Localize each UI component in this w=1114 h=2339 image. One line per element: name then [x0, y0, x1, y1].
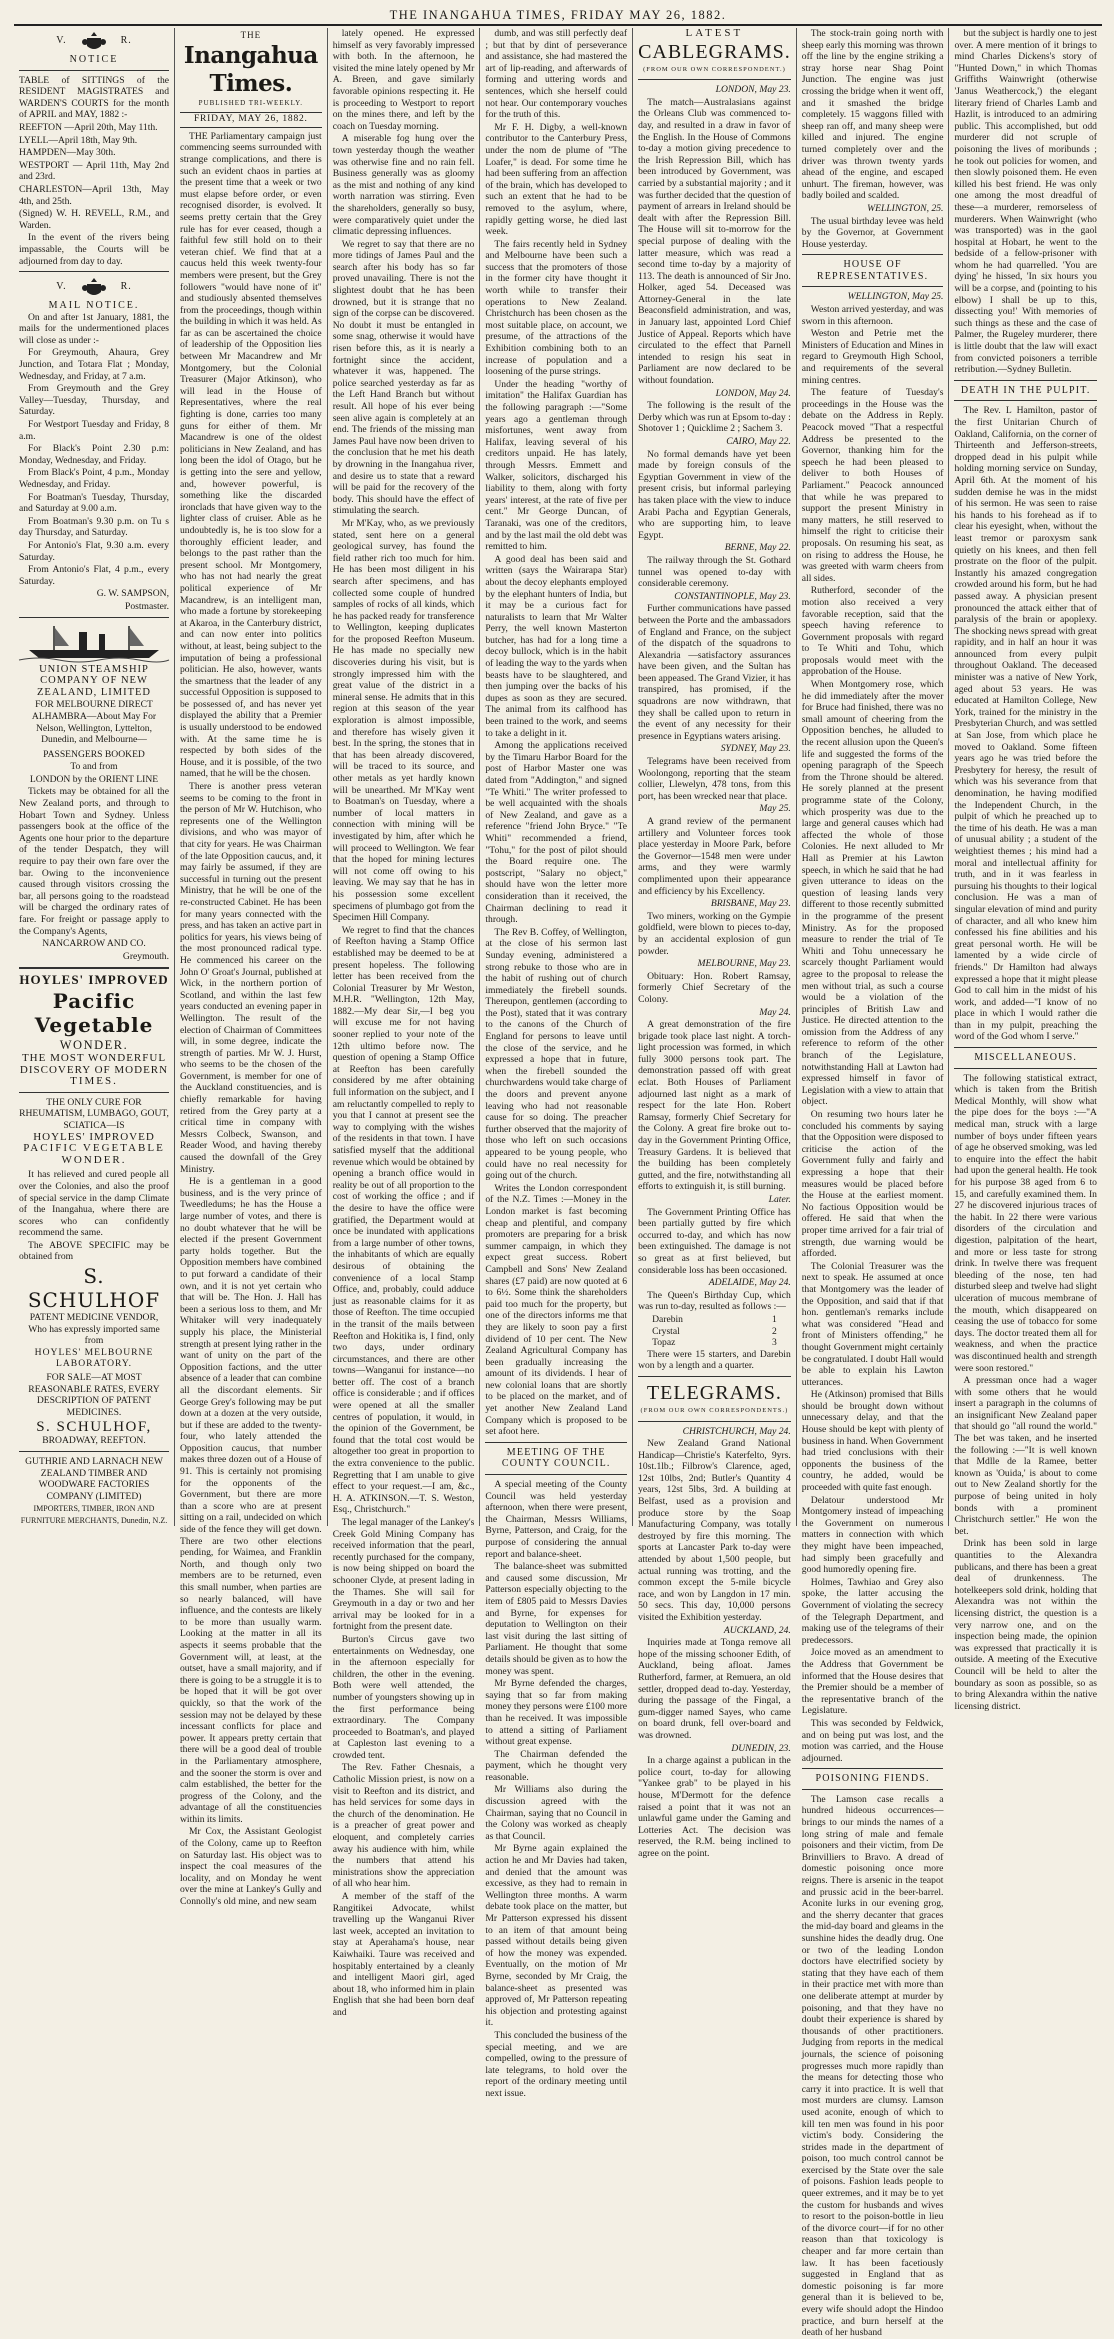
sittings-item: HAMPDEN—May 30th.	[19, 147, 116, 159]
paper-title: Inangahua Times.	[183, 41, 318, 97]
leader-article	[180, 131, 322, 1908]
schulhof-name-2: S. SCHULHOF,	[36, 1419, 152, 1436]
mail-item: From Black's Point, 4 p.m., Monday Wednesday, and Friday.	[19, 467, 169, 490]
house-paragraph: He (Atkinson) promised that Bills should be brought down without unnecessary delay, and that the House should be kept with plenty of business in hand. When Government had tried conclusions with their opponents the business of the country, he added, would be proceeded with quite fast enough.	[801, 1389, 944, 1494]
article-paragraph: but the subject is hardly one to jest over. A mere mention of it brings to mind Charles Dickens's story of "Hunted Down," in which Thomas Griffiths Wainwright (otherwise 'Janus Weathercock,') the elegant literary friend of Charles Lamb and Hazlit, is introduced to an admiring public. This accomplished, but odd murderer did not scruple of poisoning the lives of moribunds ; he took out policies for women, and then slowly poisoned them. He even killed his best friend. He was only one among the most dreadful of these—a murderer, remorseless of murderers. When Wainwright (who was transported) was in the gaol hospital at Hobart, he went to the bedside of a fellow-prisoner with whom he had quarrelled. 'You are dying' he hissed, 'In six hours you will be a corpse, and (pointing to his elbow) I shall be up to this, dissecting you!' With memories of such things as these and the case of Palmer, the Rugeley murderer, there is little doubt that the law will exact from convicted poisoners a terrible retribution.—Sydney Bulletin.	[954, 28, 1097, 376]
misc-article-2: A pressman once had a wager with some others that he would insert a paragraph in the columns of an insignificant New Zealand paper that should go "all round the world." The bet was taken, and he inserted the following :—"It is well known that Mdlle de la Ramee, better known as 'Ouida,' is about to come out to New Zealand shortly for the purpose of being united in holy bonds with a prominent Christchurch settler." He won the bet.	[954, 1375, 1097, 1537]
poison-title: POISONING FIENDS.	[815, 1773, 930, 1785]
steam-text: Tickets may be obtained for all the New Zealand ports, and through to Hobart Town and Sydney. Unless passengers book at the office of the Agents one hour prior to the departure of the tender Despatch, they will require to pay their own fare over the bar. Owing to the inconvenience caused through visitors crossing the bar, all persons going to the roadstead will be charged the ordinary rates of fare. For freight or passage apply to the Company's Agents,	[19, 786, 169, 937]
dateline: May 24.	[759, 1006, 791, 1018]
telegrams-title: TELEGRAMS.	[646, 1381, 782, 1404]
pacific-vegetable-2: PACIFIC VEGETABLE	[23, 1142, 165, 1155]
dispatch-text: Further communications have passed between the Porte and the ambassadors of England and France, on the subject of the dispatch of the squadrons to Alexandria —satisfactory assurances have been given, and the Sultan has been appeased. The Grand Vizier, it has transpired, has promised, if the squadrons are now withdrawn, that they shall be called upon to return in the event of any necessity for their presence in Egyptians waters arising.	[638, 603, 791, 742]
schulhof-name: S. SCHULHOF	[27, 1264, 161, 1313]
dispatch-text: Two miners, working on the Gympie goldfield, were blown to pieces to-day, by an accidental explosion of gun powder.	[638, 910, 791, 957]
local-news	[333, 28, 475, 2019]
steamship-icon	[19, 622, 169, 662]
mail-item: From Antonio's Flat, 4 p.m., every Saturday.	[19, 564, 169, 587]
misc-title: MISCELLANEOUS.	[974, 1052, 1078, 1064]
meeting-article	[485, 1479, 627, 2099]
poison-article: The Lamson case recalls a hundred hideous occurrences—brings to our minds the names of a long string of male and female poisoners and their victim, from De Brinvilliers to Bravo. A dread of domestic poisoning once more reigns. There is arsenic in the teapot and prussic acid in the beer-barrel. Aconite lurks in our evening grog, and the sherry decanter that graces the mid-day board and gleams in the sunshine hides the deadly drug. One or two of the leading London doctors have electrified society by stating that they have each of them in their practice met with more than one deliberate attempt at murder by poisoning, and that they have no doubt their experience is shared by thousands of other practitioners. Judging from reports in the medical journals, the science of poisoning progresses much more rapidly than the means for detecting those who carry it into practice. It is well that most murders are clumsy. Lamson used aconite, enough of which to kill ten men was found in his poor victim's body. Considering the strides made in the department of poison, too much control cannot be exercised by the State over the sale of poisons. Fashion leads people to queer extremes, and it may be to yet the custom for husbands and wives to resort to the poison-bottle in lieu of the divorce court—if for no other reason than that toxicology is cheaper and far more certain than law. It has been facetiously suggested in England that as domestic poisoning is far more general than it is believed to be, every wife should adopt the Hindoo practice, and burn herself at the death of her husband	[801, 1793, 944, 2339]
wellington-text: The usual birthday levee was held by the Governor, at Government House yesterday.	[801, 215, 944, 250]
house-paragraph: Weston arrived yesterday, and was sworn in this afternoon.	[801, 304, 944, 327]
hoyles-melbourne: HOYLES' MELBOURNE	[34, 1346, 154, 1358]
column-7	[949, 28, 1102, 1712]
wonder-label: WONDER.	[59, 1037, 129, 1052]
article-paragraph: He is a gentleman in a good business, and is the very prince of Tweedledums; he has the House a large number of votes, and there is no doubt whatever that he will be elected if the present Government party holds together. But the Opposition members have combined to put forward a candidate of their own, and it is not yet certain who that will be. The Hon. J. Hall has been a serious loss to them, and Mr Whitaker will very inadequately supply his place, the Ministerial strength at present lying rather in the want of unity on the part of the Opposition factions, and the utter absence of a leader that can combine all the discordant elements. Sir George Grey's following may be put down at a dozen at the very outside, but if these are added to the twenty-four, who lately attended the Opposition caucus, that number makes three dozen out of a House of 91. This is certainly not promising for the opponents of the Government, but there are more than a score who are at present sitting on a rail, undecided on which side of the fence they will get down. There are two other elections pending, for Waimea, and Franklin North, and though only two members are to be returned, even this small number, when parties are so nearly balanced, will have influence, and the contests are likely to be more than usually warm. Looking at the matter in all its aspects it seems probable that the Government will, at least, at the outset, have a small majority, and if there is going to be a struggle it is to be hoped that it will be got over quickly, so that the work of the session may not be delayed by these incessant conflicts for place and power. It appears pretty certain that there will be a good deal of trouble in the Parliamentary atmosphere, and the sooner the storm is over and calm established, the better for the progress of the Colony, and the advantage of all the constituencies within its limits.	[180, 1176, 322, 1825]
sittings-item: WESTPORT — April 11th, May 2nd and 23rd.	[19, 159, 169, 183]
article-paragraph: lately opened. He expressed himself as very favorably impressed with both. In the afternoon, he visited the mine lately opened by Mr A. Breen, and gave similarly favorable opinions respecting it. He is proceeding to Westport to report on the mines there, and left by the coach on Tuesday morning.	[332, 28, 475, 132]
article-paragraph: The Rev. Father Chesnais, a Catholic Mission priest, is now on a visit to Reefton and its district, and has held services for some days in the church of the denomination. He is a preacher of great power and eloquent, and completely carries away his audience with him, while the numbers that attend his ministrations show the appreciation of all who hear him.	[332, 1762, 475, 1890]
above-specific: The ABOVE SPECIFIC may be obtained from	[19, 1239, 169, 1263]
race-results	[638, 1314, 791, 1349]
meeting-paragraph: Mr Williams also during the discussion agreed with the Chairman, saying that no Council in the Colony was worked as cheaply as that Council.	[485, 1784, 628, 1842]
for-sale: FOR SALE—AT MOST REASONABLE RATES, EVERY DESCRIPTION OF PATENT MEDICINES.	[28, 1372, 160, 1418]
telegram-list	[638, 1426, 791, 1860]
steam-title: UNION STEAMSHIP COMPANY OF NEW ZEALAND, LIMITED	[37, 663, 151, 698]
mail-item: From Greymouth and the Grey Valley—Tuesday, Thursday, and Saturday.	[19, 383, 169, 418]
own-correspondent: (FROM OUR OWN CORRESPONDENT.)	[643, 65, 786, 73]
article-paragraph: There is another press veteran seems to be coming to the front in the person of Mr W. Hutchison, who represents one of the Wellington divisions, and who was mayor of that city for years. He was Chairman of the late Opposition caucus, and, it may fairly be assumed, if they are successful in turning out the present Ministry, that he will be one of the re-constructed Cabinet. He has been for many years connected with the press, and has taken an active part in politics for years, his views being of the most pronounced radical type. He commenced his career on the John O' Groat's Journal, published at Wick, in the northern portion of Scotland, and within the last few years conducted an evening paper in Wellington. The result of the election of Chairman of Committees will, in some degree, indicate the strength of parties. Mr W. J. Hurst, who seems to be the chosen of the Government, is member for one of the Auckland constituencies, and is chiefly remarkable for having retired from the Grey party at a critical time in company with Messrs Colbeck, Swanson, and Reader Wood, and having thereby caused the downfall of the Grey Ministry.	[180, 781, 322, 1175]
article-paragraph: Burton's Circus gave two entertainments on Wednesday, one in the afternoon especially for children, the other in the evening. Both were well attended, the number of youngsters showing up in the first performance being extraordinary. The Company proceeded to Boatman's, and played at Capleston last evening to a crowded tent.	[332, 1633, 475, 1761]
hoyles-title: HOYLES' IMPROVED	[19, 972, 169, 988]
column-5	[633, 27, 797, 1859]
dateline: BRISBANE, May 23.	[710, 898, 791, 910]
leader-dateline: FRIDAY, MAY 26, 1882.	[180, 112, 322, 128]
dateline: CAIRO, May 22.	[726, 436, 791, 447]
vendor: PATENT MEDICINE VENDOR,	[29, 1312, 159, 1324]
house-article	[802, 304, 944, 1764]
dateline: Later.	[768, 1194, 791, 1205]
dispatch-text: New Zealand Grand National Handicap—Christie's Katerfelto, 9yrs. 10st.1lb.; Filbrow's Clarence, aged, 12st 10lbs, 2nd; Butler's Quantity 4 years, 12st 5lbs, 3rd. A building at Belfast, used as a provision and produce store by the Soap Manufacturing Company, was totally destroyed by fire this morning. The sports at Lancaster Park to-day were attended by about 1,500 people, but actual running was trotting, and the common except the 5-mile bicycle race, and won by Langdon in 17 min. 50 secs. This day, 10,000 persons visited the Exhibition yesterday.	[638, 1438, 791, 1623]
horse-name: Crystal	[652, 1325, 680, 1337]
misc-article-3: Drink has been sold in large quantities to the Alexandra publicans, and there has been a great deal of drunkenness. The hotelkeepers sold drink, holding that Alexandra was not within the licensing district, the question is a very narrow one, and on the inspection being made, the opinion was expressed that practically it is outside. A meeting of the Executive Council will be held to alter the boundary as soon as possible, so as to bring Alexandra within the native licensing district.	[954, 1538, 1097, 1712]
orient-line: LONDON by the ORIENT LINE	[29, 773, 159, 785]
column-2	[175, 28, 328, 1908]
article-paragraph: Among the applications received by the Timaru Harbor Board for the post of Harbor Master one was dated from "Addington," and signed "Te Whiti." The writer professed to be well acquainted with the shoals of New Zealand, and gave as a reference "friend John Bryce." "Te Whiti" recommended a friend, "Tohu," for the post of pilot should the Board require one. The postscript, "Salary no object," should have won the letter more consideration than it received, the Chairman declining to read it through.	[485, 740, 628, 926]
article-paragraph: Under the heading "worthy of imitation" the Halifax Guardian has the following paragraph :—"Some years ago a gentleman through misfortunes, went away from Halifax, leaving several of his creditors unpaid. He has lately, through Messrs. Emmett and Walker, solicitors, discharged his liability to them, along with forty years' interest, at the rate of five per cent." Mr George Duncan, of Taranaki, was one of the creditors, and by the last mail the old debt was remitted to him.	[485, 378, 628, 553]
mail-item: For Black's Point 2.30 p.m: Monday, Wednesday, and Friday.	[19, 443, 169, 466]
dispatch-text: Obituary: Hon. Robert Ramsay, formerly Chief Secretary of the Colony.	[638, 970, 791, 1005]
sittings-item: CHARLESTON—April 13th, May 4th, and 25th.	[19, 183, 169, 207]
article-paragraph: THE Parliamentary campaign just commencing seems surrounded with strange complications, and there is such an evident chaos in parties at the present time that a week or two must elapse before order, or even recognised disorder, is evolved. It seems pretty certain that the Grey rule has for ever ceased, though a faithful few still hold on to their veteran chief. We find that at a caucus held this week twenty-four members were present, but the Grey followers "would have none of it" and studiously absented themselves from the proceedings, though within the building in which it was held. As far as can be ascertained the choice of leadership of the Opposition lies between Mr Macandrew and Mr Montgomery, but the Colonial Treasurer (Major Atkinson), who will lead in the House of Representatives, where the real fighting is done, carries too many guns for either of them. Mr Macandrew is one of the oldest politicians in New Zealand, and has long been the idol of Otago, but he is getting into the sere and yellow, and, however powerful, is something like the discarded ironclads that have given way to the lighter class of cruiser. Able as he undoubtedly is, he is too slow for a thoroughly efficient leader, and belongs to the past rather than the present school. Mr Montgomery, who has not had nearly the great political experience of Mr Macandrew, is an intelligent man, who made a fortune by storekeeping at Akaroa, in the Canterbury district, and can now enter into politics without, at least, being subject to the imputation of being a professional politician. He also, however, wants the smartness that the leader of any successful Opposition is supposed to be possessed of, and has never yet displayed the ability that a Premier is usually understood to be endowed with. At the same time he is respected by both sides of the House, and it is possible, of the two named, that he will be the chosen.	[180, 130, 322, 780]
race-row	[638, 1326, 791, 1338]
dispatch-text: The match—Australasians against the Orleans Club was commenced to-day, and resulted in a draw in favor of the English. In the House of Commons to-day a motion giving precedence to the Irish Repression Bill, which has been introduced by Government, was carried by a substantial majority ; and it was further decided that the question of payment of arrears in Ireland should be dealt with after the Repression Bill. The House will sit to-morrow for the special purpose of dealing with the latter measure, which was read a second time to-day by a majority of 113. The death is announced of Sir Jno. Holker, aged 54. Deceased was Attorney-General in the late Beaconsfield administration, and was, in January last, appointed Lord Chief Justice of Appeal. Reports which have circulated to the effect that Parnell intended to resign his seat in Parliament are now declared to be without foundation.	[638, 96, 791, 387]
mail-title: MAIL NOTICE.	[48, 300, 140, 312]
article-paragraph: The fairs recently held in Sydney and Melbourne have been such a success that the promoters of those in the former city have thought it worth while to transfer their operations to New Zealand. Christchurch has been chosen as the most suitable place, on account, we presume, of the attractions of the Exhibition combining both to an increase of population and a loosening of the purse strings.	[485, 238, 628, 378]
article-paragraph: A miserable fog hung over the town yesterday though the weather was otherwise fine and no rain fell. Business generally was as gloomy as the mist and nothing of any kind worth narration was stirring. Even the shareholders, generally so busy, were comparatively quiet under the climatic depressing influences.	[332, 133, 475, 238]
dateline: LONDON, May 23.	[715, 84, 791, 96]
royal-arms-icon	[81, 276, 107, 298]
article-paragraph: We regret to find that the chances of Reefton having a Stamp Office established may be deemed to be at present hopeless. The following letter has been received from the Colonial Treasurer by Mr Weston, M.H.R. "Wellington, 12th May, 1882.—My dear Sir,—I beg you will excuse me for not having sooner replied to your note of the 12th ultimo before now. The question of opening a Stamp Office at Reefton has been carefully considered by me after obtaining full information on the subject, and I am reluctantly compelled to reply to you that I cannot at present see the way to complying with the wishes of the residents in that town. I have satisfied myself that the additional revenue which would be obtained by opening a branch office would in reality be out of all proportion to the cost of working the office ; and if the desire to have the office were gratified, the Department would at once be inundated with applications from a large number of other towns, the inhabitants of which are equally desirous of obtaining the convenience of a local Stamp Office, and, probably, could adduce just as reasonable claims for it as those of Reefton. The time occupied in the transit of the mails between Reefton and Hokitika is, I find, only two days, under ordinary circumstances, and there are other towns—Wanganui for instance—no better off. The cost of a branch office is considerable ; and if offices were opened at all the smaller centres of population, it would, in the opinion of the Government, be found that the total cost would be altogether too great in proportion to the extra convenience to the public. Regretting that I am unable to give effect to your request.—I am, &c., H. A. ATKINSON.—T. S. Weston, Esq., Christchurch."	[332, 924, 475, 1516]
article-paragraph: dumb, and was still perfectly deaf ; but that by dint of perseverance and assistance, she had mastered the art of lip-reading, and afterwards of forming and uttering words and sentences, which she herself could not hear. Our contemporary vouches for the truth of this.	[485, 28, 628, 121]
meeting-paragraph: The balance-sheet was submitted and caused some discussion, Mr Patterson especially objecting to the item of £805 paid to Messrs Davies and Byrne, for expenses for deputation to Wellington on their last visit during the last sitting of Parliament. He thought that some details should be given as to how the money was spent.	[485, 1561, 628, 1677]
dispatch-text: Telegrams have been received from Woolongong, reporting that the steam collier, Llewelyn, 478 tons, from this port, has been wrecked near that place.	[638, 756, 791, 802]
article-paragraph: A member of the staff of the Rangitikei Advocate, whilst travelling up the Wanganui River last week, accepted an invitation to stay at Aperahama's house, near Kaiwhaiki. Taure was received and hospitably entertained by a cleanly and intelligent Maori girl, aged about 18, who informed him in plain English that she had been born deaf and	[332, 1891, 475, 2018]
house-paragraph: On resuming two hours later he concluded his comments by saying that the Opposition were disposed to criticise the action of the Government fully and fairly and expressing a hope that their measures would be placed before the House at the earliest moment. No factious Opposition would be offered. He said that when the proper time arrived for a fair trial of strength, due warning would be afforded.	[801, 1109, 944, 1260]
article-paragraph: The stock-train going north with sheep early this morning was thrown off the line by the engine striking a stray horse near Shag Point Junction. The engine was just crossing the bridge when it went off, and it smashed the bridge completely. 15 waggons filled with sheep ran off, and many sheep were killed and injured. The engine turned completely over and the driver was thrown twenty yards ahead of the engine, and escaped unhurt. The fireman, however, was badly boiled and scalded.	[801, 28, 944, 202]
pacific-vegetable: Pacific Vegetable	[34, 988, 154, 1037]
rivers-text: In the event of the rivers being impassable, the Courts will be adjourned from day to day.	[19, 232, 169, 267]
published-note: PUBLISHED TRI-WEEKLY.	[198, 98, 304, 107]
broadway: BROADWAY, REEFTON.	[42, 1435, 146, 1447]
mail-item: For Antonio's Flat, 9.30 a.m. every Saturday.	[19, 539, 169, 563]
article-paragraph: The legal manager of the Lankey's Creek Gold Mining Company has received information that the pearl, recently purchased for the company, is now being shipped on board the schooner Clyde, at present lading in the Thames. She will sail for Greymouth in a day or two and her arrival may be looked for in a fortnight from the present date.	[332, 1517, 475, 1633]
race-row	[638, 1314, 791, 1326]
article-paragraph: A good deal has been said and written (says the Wairarapa Star) about the decoy elephants employed by the elephant hunters of India, but it may be a curious fact for naturalists to learn that Mr Walter Perry, the well known Masterton butcher, has had for a long time a decoy bullock, which is in the habit of leading the way to the yards when beasts have to be slaughtered, and then jumping over the backs of his dupes as soon as they are secured. The animal from its calfhood has been trained to the work, and seems to take a delight in it.	[485, 553, 628, 739]
dispatch-text: The Government Printing Office has been partially gutted by fire which occurred to-day, and which has now been extinguished. The damage is not so great as at first believed, but considerable loss has been occasioned.	[638, 1206, 791, 1276]
dateline: May 25.	[759, 803, 791, 815]
death-title: DEATH IN THE PULPIT.	[960, 384, 1091, 396]
sittings-item: REEFTON —April 20th, May 11th.	[19, 121, 158, 133]
sittings-item: LYELL—April 18th, May 9th.	[19, 134, 138, 146]
mail-item: For Greymouth, Ahaura, Grey Junction, and Totara Flat ; Monday, Wednesday, and Friday, at 7 a.m.	[19, 347, 169, 382]
meeting-paragraph: The Chairman defended the payment, which he thought very reasonable.	[485, 1748, 628, 1783]
cablegrams-title: CABLEGRAMS.	[638, 40, 791, 63]
dateline: CONSTANTINOPLE, May 23.	[674, 590, 791, 602]
dateline: SYDNEY, May 23.	[720, 743, 791, 755]
wellington-dateline: WELLINGTON, 25.	[867, 202, 944, 214]
horse-place: 2	[771, 1325, 777, 1337]
horse-place: 1	[771, 1313, 777, 1325]
agents-name: NANCARROW AND CO.	[42, 938, 146, 950]
mail-signed: G. W. SAMPSON,	[96, 588, 169, 600]
house-paragraph: Holmes, Tawhiao and Grey also spoke, the latter accusing the Government of violating the secrecy of the Telegraph Department, and making use of the telegrams of their predecessors.	[801, 1576, 944, 1646]
royal-crest	[19, 30, 169, 52]
misc-article-1: The following statistical extract, which is taken from the British Medical Monthly, will show what the pipe does for the boys :—"A medical man, struck with a large number of boys under fifteen years of age he observed smoking, was led to enquire into the effect the habit had upon the general health. He took for his purpose 38 aged from 6 to 15, and carefully examined them. In 27 he discovered injurious traces of the habit. In 22 there were various disorders of the circulation and digestion, palpitation of the heart, and more or less taste for strong drink. In twelve there was frequent bleeding of the nose, ten had disturbed sleep and twelve had slight ulceration of mucous membrane of the mouth, which disappeared on ceasing the use of tobacco for some days. The doctor treated them all for weakness, and when the practice was discontinued health and strength were soon restored."	[954, 1072, 1097, 1374]
sittings-signed: (Signed) W. H. REVELL, R.M., and Warden.	[19, 208, 169, 231]
latest-label: LATEST	[685, 27, 744, 39]
horse-place: 3	[771, 1337, 777, 1349]
mail-item: For Westport Tuesday and Friday, 8 a.m.	[19, 419, 169, 442]
house-paragraph: The Colonial Treasurer was the next to speak. He assumed at once that Montgomery was the leader of the Opposition, and said that if that hon. gentleman's remarks include what was considered "Head and front of Ministers offending," he thought Government might certainly be congratulated. I doubt Hall would be able to explain his Lawton utterances.	[801, 1260, 944, 1388]
house-dateline: WELLINGTON, May 25.	[847, 291, 944, 303]
article-paragraph: We regret to say that there are no more tidings of James Paul and the search after his body has so far proved unavailing. There is not the slightest doubt that he has been drowned, but it is strange that no sign of the corpse can be discovered. No doubt it must be entangled in some snag, otherwise it would have risen before this, as it is nearly a fortnight since the accident, whatever it was, happened. The police searched yesterday as far as the Left Hand Branch but without result. All hope of his ever being seen alive again is completely at an end. The friends of the missing man James Paul have now been driven to the conclusion that he met his death by drowning in the Inangahua river, and desire us to state that a reward will be paid for the recovery of the body. This should have the effect of stimulating the search.	[332, 238, 475, 517]
dispatch-text: Inquiries made at Tonga remove all hope of the missing schooner Edith, of Auckland, being afloat. James Rutherford, farmer, at Remuera, an old settler, dropped dead to-day. Yesterday, during the passage of the Fingal, a gum-digger named Sayes, who came on board drunk, fell over-board and was drowned.	[638, 1637, 791, 1741]
imported: Who has expressly imported same from	[28, 1323, 160, 1347]
meeting-paragraph: This concluded the business of the special meeting, and we are compelled, owing to the pressure of late telegrams, to hold over the report of the ordinary meeting until next issue.	[485, 2029, 628, 2099]
notice-title: NOTICE	[69, 54, 119, 65]
dateline: AUCKLAND, 24.	[723, 1624, 791, 1636]
death-article: The Rev. L Hamilton, pastor of the first Unitarian Church of Oakland, California, on the corner of Thirteenth and Jefferson-streets, dropped dead in his pulpit while holding morning service on Sunday, April 6th. At the moment of his sudden demise he was in the midst of his sermon. He was seen to raise his hands to his forehead as if to clear his eyesight, when, without the least tremor or paroxysm sank quietly on his knees, and then fell prostrate on the floor of the pulpit. Instantly his amazed congregation crowded around his form, but he had passed away. A physician present pronounced the attack either that of paralysis of the brain or apoplexy. The shocking news spread with great rapidity, and in half an hour it was announced from every pulpit throughout Oakland. The deceased minister was a native of New York, aged about 53 years. He was educated at Hamilton College, New York, trained for the ministry in the Presbyterian Church, and was settled at San Jose, from which place he moved to Oakland. Some fifteen years ago he was tried before the Presbytery for heresy, the result of which was his severance from that denomination, he having modified the Independent Church, in the pulpit of which he preached up to the time of his death. He was a man of unusual ability ; a student of the weightiest themes ; his mind had a moral and intellectual affinity for truth, and in it was fearless in pursuing his thoughts to their logical conclusion. He was a man of singular elevation of mind and purity of character, and all who knew him confessed his fine abilities and his great personal worth. He will be lamented by a wide circle of friends." Dr Hamilton had always expressed a hope that it might please God to call him in the midst of his work, and added—"I know of no place in which I would rather die than in my pulpit, preaching the word of the God whom I serve."	[954, 405, 1097, 1043]
mail-item: From Boatman's 9.30 p.m. on Tu s day Thursday, and Saturday.	[19, 515, 169, 539]
article-paragraph: Writes the London correspondent of the N.Z. Times :—Money in the London market is fast becoming cheap and plentiful, and company promoters are preparing for a brisk summer campaign, in which they expect great success. Robert Campbell and Sons' New Zealand shares (£7 paid) are now quoted at 6 to 6½. Some think the shareholders paid too much for the property, but one of the directors informs me that they are likely to soon pay a first dividend of 10 per cent. The New Zealand Agricultural Company has been gradually increasing the amount of its dividends. I hear of new colonial loans that are shortly to be placed on the market, and of yet another New Zealand Land Company which is proposed to be set afoot here.	[485, 1182, 628, 1438]
relieved-text: It has relieved and cured people all over the Colonies, and also the proof of special service in the damp Climate of the Inangahua, where there are scores who can confidently recommend the same.	[19, 1169, 169, 1239]
dispatch-text: The following is the result of the Derby which was run at Epsom to-day : Shotover 1 ; Quicklime 2 ; Sachem 3.	[638, 400, 791, 435]
house-paragraph: Weston and Petrie met the Ministers of Education and Mines in regard to Greymouth High School, and requirements of the several mining centres.	[801, 328, 944, 386]
article-paragraph: Mr M'Kay, who, as we previously stated, sent here on a general geological survey, has found the field rather rich too much for him. He has been most diligent in his search after specimens, and has collected some couple of hundred samples of rocks of all kinds, which he has packed ready for transference to Wellington, keeping duplicates for the proposed Reefton Museum. He has made no specially new discoveries during his visit, but is strongly impressed him with the great value of the district in a mineral sense. He admits that in this region at this season of the year exploration is almost impossible, and therefore has wisely given it best. In the spring, the stones that in that has been already discovered, will be traced to its source, and other metals as yet hardly known will be unearthed. Mr M'Kay went to Boatman's on Tuesday, where a number of local matters in connection with mining will be investigated by him, after which he will proceed to Wellington. We fear that the hoped for mining lectures will not come off owing to his leaving. We may say that he has in his possession some excellent specimens of plumbago got from the Specimen Hill Company.	[332, 517, 475, 924]
ailments: RHEUMATISM, LUMBAGO, GOUT, SCIATICA—IS	[19, 1108, 169, 1131]
house-paragraph: Joice moved as an amendment to the Address that Government be informed that the House desires that the Premier should be a member of the representative branch of the Legislature.	[801, 1647, 944, 1717]
laboratory: LABORATORY.	[56, 1358, 132, 1370]
horse-name: Topaz	[652, 1337, 676, 1349]
meeting-paragraph: A special meeting of the County Council was held yesterday afternoon, when there were present, the Chairman, Messrs Williams, Byrne, Patterson, and Craig, for the purpose of considering the annual report and balance-sheet.	[485, 1479, 628, 1560]
columns	[14, 27, 1102, 2339]
column-6	[797, 28, 950, 2339]
poison-cont	[954, 28, 1097, 376]
dateline: ADELAIDE, May 24.	[708, 1277, 791, 1289]
race-note: There were 15 starters, and Darebin won by a length and a quarter.	[638, 1348, 791, 1372]
discovery: DISCOVERY OF MODERN	[19, 1063, 169, 1076]
column-3	[328, 28, 481, 2018]
house-paragraph: When Montgomery rose, which he did immediately after the mover for Bruce had finished, there was no small amount of cheering from the Opposition benches, he alluded to the recent allusion upon the Queen's life and suggested the forms of the opening paragraph of the Speech from the Throne should be altered. He sorely planned at the present programme state of the Colony, which prosperity was due to the large and general causes which had affected the whole of those Colonies. He next alluded to Mr Hall as Premier at his Lawton speech, in which he said that he had given utterance to ideas on the question of leasing lands very different to those recently submitted in the programme of the present Ministry. As for the proposed measure to render the trial of Te Whiti and Tohu unnecessary he scarcely thought Parliament would agree to the proposal to release the men without trial, as such a course would be a violation of the principles of British Law and Justice. He directed attention to the omission from the Address of any reference to reform of the other branch of the Legislature, notwithstanding Hall at Lawton had expressed himself in favor of Legislation with a view to attain that object.	[801, 679, 944, 1108]
modern-times: TIMES.	[70, 1075, 118, 1088]
cablegram-list	[638, 84, 791, 1313]
mail-item: For Boatman's Tuesday, Thursday, and Saturday at 9.00 a.m.	[19, 491, 169, 515]
wonder-label-2: WONDER.	[61, 1153, 127, 1166]
crest-right: R.	[120, 35, 132, 47]
telegram-cont	[802, 28, 944, 202]
mail-crest: V. R.	[19, 276, 169, 298]
agents-town: Greymouth.	[122, 950, 169, 962]
dateline: BERNE, May 22.	[724, 542, 791, 554]
own-correspondents: (FROM OUR OWN CORRESPONDENTS.)	[640, 1406, 789, 1414]
race-row	[638, 1337, 791, 1349]
most-wonderful: THE MOST WONDERFUL	[21, 1051, 167, 1064]
dateline: MELBOURNE, May 23.	[697, 958, 791, 970]
column-1	[14, 28, 175, 1526]
dateline: LONDON, May 24.	[715, 387, 791, 399]
dateline: DUNEDIN, 23.	[731, 1742, 791, 1754]
guthrie: GUTHRIE AND LARNACH NEW ZEALAND TIMBER AND WOODWARE FACTORIES COMPANY (LIMITED)	[25, 1456, 163, 1502]
meeting-paragraph: Mr Byrne defended the charges, saying that so far from making money they persons were £100 more than he received. It was impossible to attend a sitting of Parliament without great expense.	[485, 1678, 628, 1748]
dispatch-text: No formal demands have yet been made by foreign consuls of the Egyptian Government in view of the present crisis, but informal parleying has taken place with the view to induce Arabi Pacha and Egyptian Generals, who are supporting him, to leave Egypt.	[638, 448, 791, 541]
dispatch-text: A grand review of the permanent artillery and Volunteer forces took place yesterday in Moore Park, before the Governor—1548 men were under arms, and they were warmly complimented upon their appearance and efficiency by his Excellency.	[638, 816, 791, 897]
house-paragraph: Delatour understood Mr Montgomery instead of impeaching the Government on numerous matters in connection with which they might have been impeached, had simply been gracefully and good humoredly opening fire.	[801, 1494, 944, 1576]
steam-body: FOR MELBOURNE DIRECT ALHAMBRA—About May For Nelson, Wellington, Lyttelton, Dunedin, and Melbourne—	[31, 699, 157, 746]
meeting-title: MEETING OF THE COUNTY COUNCIL.	[501, 1446, 611, 1470]
mail-list	[19, 347, 169, 587]
article-paragraph: Mr Cox, the Assistant Geologist of the Colony, came up to Reefton on Saturday last. His object was to inspect the coal measures of the locality, and on Monday he went over the mine at Lankey's Gully and Connolly's old mine, and new seam	[180, 1826, 322, 1908]
article-paragraph: Mr F. H. Digby, a well-known contributor to the Canterbury Press, under the nom de plume of "The Loafer," is dead. For some time he had been suffering from an affection of the brain, which has developed to such an extent that he had to be removed to the asylum, where, rapidly getting worse, he died last week.	[485, 121, 628, 238]
masthead: THE INANGAHUA TIMES, FRIDAY MAY 26, 1882.	[14, 6, 1102, 26]
article-paragraph: The Rev B. Coffey, of Wellington, at the close of his sermon last Sunday evening, administered a strong rebuke to those who are in the habit of rushing out of church immediately the firebell sounds. Thereupon, gentlemen (according to the Post), stated that it was contrary to the canons of the Church of England for persons to leave until the close of the service, and he expressed a hope that in future, when the firebell sounded the churchwardens would take charge of the doors and prevent anyone leaving who had not reasonable cause for so doing. The preacher further observed that the majority of those who left on such occasions appeared to be young people, who could have no real necessity for going out of the church.	[485, 926, 628, 1182]
sittings-text: TABLE of SITTINGS of the RESIDENT MAGISTRATES and WARDEN'S COURTS for the month of APRIL and MAY, 1882 :-	[19, 74, 169, 121]
title-the: THE	[240, 30, 262, 40]
house-paragraph: The feature of Tuesday's proceedings in the House was the debate on the Address in Reply. Peacock moved "That a respectful Address be presented to the Governor, thanking him for the speech he had been pleased to deliver to both Houses of Parliament." Peacock announced that while he was prepared to support the present Ministry in many matters, he still reserved to himself the right to criticise their proposals. On resuming his seat, as on rising to address the House, he was greeted with warm cheers from all sides.	[801, 387, 944, 584]
house-paragraph: This was seconded by Feldwick, and on being put was lost, and the motion was carried, and the House adjourned.	[801, 1717, 944, 1764]
mail-role: Postmaster.	[125, 600, 169, 612]
meeting-paragraph: Mr Byrne again explained the action he and Mr Davies had taken, and denied that the amount was excessive, as they had to remain in Wellington three months. A warm debate took place on the matter, but Mr Patterson expressed his dissent to an item of that amount being passed without details being given of how the money was expended. Eventually, on the motion of Mr Byrne, seconded by Mr Craig, the balance-sheet as presented was approved of, Mr Patterson repeating his objection and protesting against it.	[485, 1843, 628, 2029]
dispatch-text: The railway through the St. Gothard tunnel was opened to-day with considerable ceremony.	[638, 554, 791, 590]
horse-name: Darebin	[652, 1313, 683, 1325]
mail-intro: On and after 1st January, 1881, the mails for the undermentioned places will close as under :-	[19, 311, 169, 346]
hoyles-improved: HOYLES' IMPROVED	[33, 1130, 155, 1143]
dateline: CHRISTCHURCH, May 24.	[682, 1425, 791, 1437]
paper-title-block	[180, 30, 322, 109]
column-4	[480, 28, 633, 2099]
sittings-list	[19, 122, 169, 207]
dispatch-text: A great demonstration of the fire brigade took place last night. A torch-light procession was formed, in which fully 3000 persons took part. The demonstration passed off with great eclat. Both Houses of Parliament adjourned last night as a mark of respect for the late Hon. Robert Ramsay, formerly Chief Secretary for the Colony. A great fire broke out to-day in the Government Printing Office, Treasury Gardens. It is believed that the building has been completely gutted, and the fire, notwithstanding all efforts to extinguish it, is still burning.	[638, 1019, 791, 1193]
dispatch-text: The Queen's Birthday Cup, which was run to-day, resulted as follows :—	[638, 1289, 791, 1313]
only-cure: THE ONLY CURE FOR	[46, 1096, 142, 1108]
passengers-booked: PASSENGERS BOOKED	[43, 748, 145, 760]
dispatch-text: In a charge against a publican in the police court, to-day for allowing "Yankee grab" to be played in his house, M'Dermott for the defence raised a point that it was not an unlawful game under the Gaming and Lotteries Act. The decision was reserved, the R.M. being inclined to agree on the point.	[638, 1755, 791, 1859]
passengers-to-from: To and from	[70, 761, 118, 773]
local-news-cont	[485, 28, 627, 1438]
importers: IMPORTERS, TIMBER, IRON AND FURNITURE MERCHANTS, Dunedin, N.Z.	[20, 1504, 168, 1525]
house-paragraph: Rutherford, seconder of the motion also received a very favorable reception, said that the speech having reference to Government proposals with regard to Te Whiti and Tohu, which proposals would meet with the approbation of the House.	[801, 585, 944, 678]
house-title: HOUSE OF REPRESENTATIVES.	[816, 259, 929, 282]
royal-arms-icon	[81, 30, 107, 52]
crest-left: V.	[56, 35, 67, 47]
